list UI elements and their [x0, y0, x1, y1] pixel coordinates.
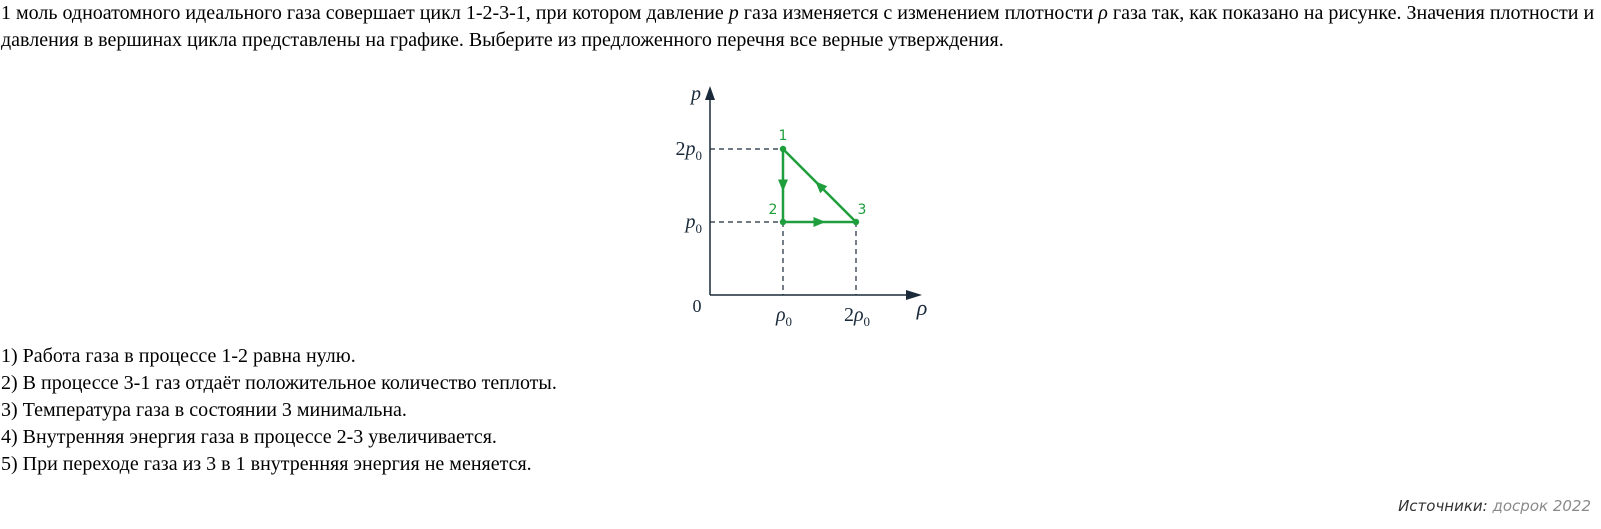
option-4: 4) Внутренняя энергия газа в процессе 2-3 увеличивается. — [1, 426, 497, 448]
x-axis-label: ρ — [916, 295, 928, 320]
vertex-point-2 — [780, 219, 786, 225]
y-tick-label-0: $2p_0$ — [675, 138, 702, 163]
y-tick-label-1: $p_0$ — [685, 211, 702, 236]
density-symbol: ρ — [1098, 2, 1108, 24]
vertex-point-3 — [853, 219, 859, 225]
y-axis-label: p — [691, 83, 701, 105]
x-tick-label-0: $\rho_0$ — [775, 304, 793, 329]
problem-text-part2: газа изменяется с изменением плотности — [738, 2, 1099, 24]
problem-statement — [1, 0, 1597, 54]
problem-text-part1: 1 моль одноатомного идеального газа совершает цикл 1-2-3-1, при котором давление — [1, 2, 729, 24]
vertex-label-2: 2 — [768, 202, 778, 218]
option-5: 5) При переходе газа из 3 в 1 внутренняя энергия не меняется. — [1, 453, 532, 475]
origin-label: 0 — [692, 296, 702, 316]
source-link[interactable]: досрок 2022 — [1492, 497, 1591, 515]
option-3: 3) Температура газа в состоянии 3 минимальна. — [1, 399, 407, 421]
problem-text-part3: газа так, как показано на рисунке. Значения плотности и давления в вершинах цикла представлены на графике. Выберите из предложенного перечня все верные утверждения. — [1, 2, 1595, 51]
source-line — [1398, 497, 1591, 515]
source-label: Источники: — [1398, 497, 1493, 515]
vertex-label-1: 1 — [778, 128, 788, 144]
vertex-point-1 — [780, 146, 786, 152]
cycle-diagram — [660, 78, 960, 338]
answer-options — [1, 343, 557, 478]
x-tick-label-1: $2\rho_0$ — [843, 304, 871, 329]
y-axis-arrow-icon — [705, 86, 715, 100]
option-1: 1) Работа газа в процессе 1-2 равна нулю. — [1, 345, 356, 367]
direction-arrow-icon-2-3 — [814, 217, 826, 227]
pressure-symbol: p — [728, 2, 739, 24]
cycle-diagram-svg — [660, 78, 960, 338]
option-2: 2) В процессе 3-1 газ отдаёт положительное количество теплоты. — [1, 372, 557, 394]
direction-arrow-icon-1-2 — [778, 180, 788, 192]
vertex-label-3: 3 — [857, 202, 867, 218]
